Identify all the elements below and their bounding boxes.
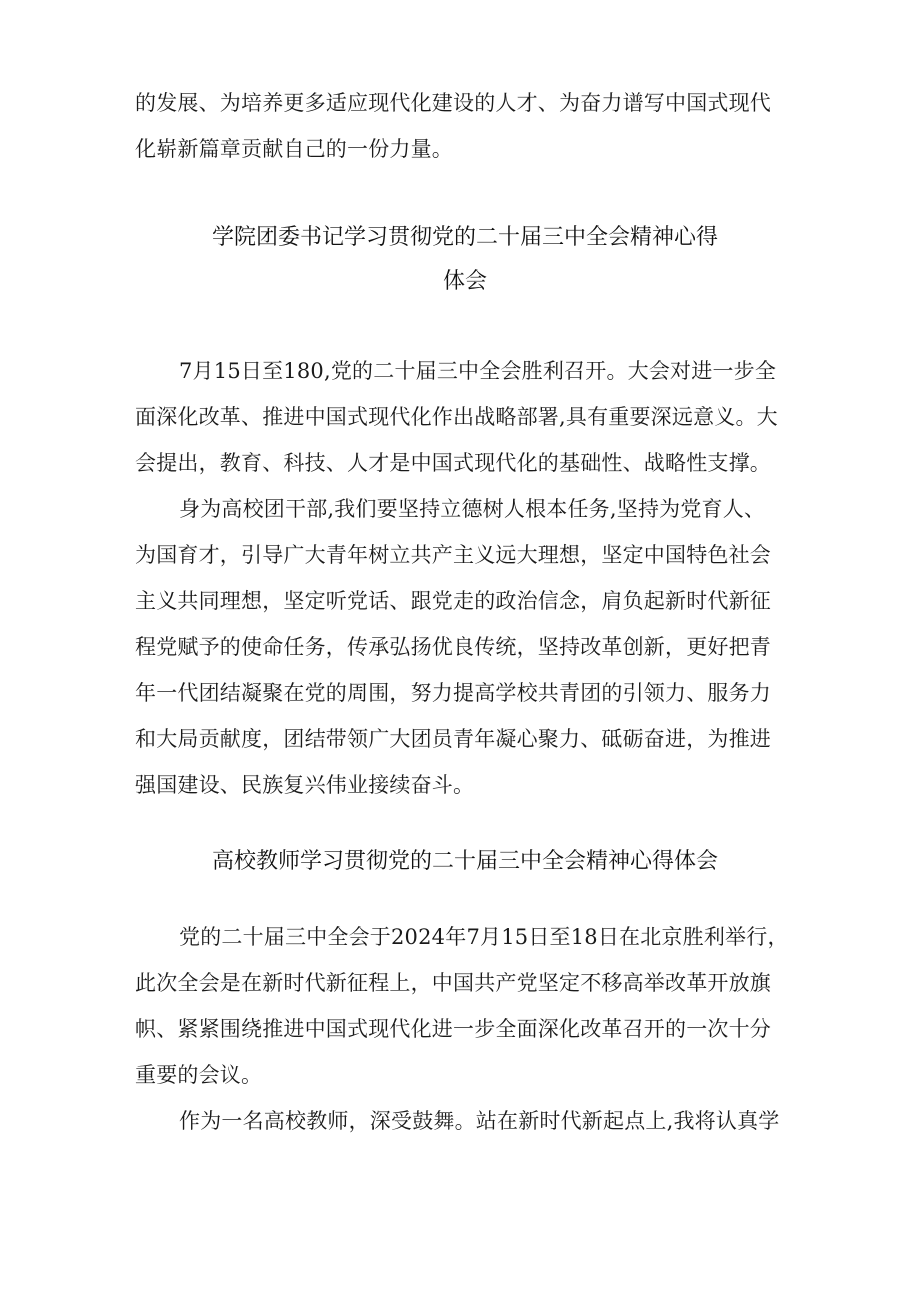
text-line: 程党赋予的使命任务，传承弘扬优良传统，坚持改革创新，更好把青 xyxy=(135,635,771,659)
text-line: 7月15日至180,党的二十届三中全会胜利召开。大会对进一步全 xyxy=(179,359,777,383)
text-line: 重要的会议。 xyxy=(135,1063,263,1087)
document-page xyxy=(135,80,795,1144)
heading-line: 体会 xyxy=(442,269,487,294)
text-line: 面深化改革、推进中国式现代化作出战略部署,具有重要深远意义。大 xyxy=(135,405,778,429)
text-line: 化崭新篇章贡献自己的一份力量。 xyxy=(135,137,453,161)
text-line: 作为一名高校教师，深受鼓舞。站在新时代新起点上,我将认真学 xyxy=(179,1109,780,1133)
text-line: 年一代团结凝聚在党的周围，努力提高学校共青团的引领力、服务力 xyxy=(135,681,771,705)
section-title-1 xyxy=(135,216,795,304)
section2-paragraph-1 xyxy=(135,914,795,1098)
text-line: 帜、紧紧围绕推进中国式现代化进一步全面深化改革召开的一次十分 xyxy=(135,1017,771,1041)
text-line: 强国建设、民族复兴伟业接续奋斗。 xyxy=(135,773,475,797)
text-line: 主义共同理想，坚定听党话、跟党走的政治信念，肩负起新时代新征 xyxy=(135,589,771,613)
section2-paragraph-2 xyxy=(135,1098,795,1144)
text-line: 的发展、为培养更多适应现代化建设的人才、为奋力谱写中国式现代 xyxy=(135,91,771,115)
text-line: 此次全会是在新时代新征程上，中国共产党坚定不移高举改革开放旗 xyxy=(135,971,771,995)
text-line: 身为高校团干部,我们要坚持立德树人根本任务,坚持为党育人、 xyxy=(179,497,766,521)
section1-paragraph-2 xyxy=(135,486,795,808)
text-line: 为国育才，引导广大青年树立共产主义远大理想，坚定中国特色社会 xyxy=(135,543,771,567)
section1-paragraph-1 xyxy=(135,348,795,486)
section-title-2 xyxy=(135,840,795,884)
heading-line: 学院团委书记学习贯彻党的二十届三中全会精神心得 xyxy=(211,225,718,250)
heading-line: 高校教师学习贯彻党的二十届三中全会精神心得体会 xyxy=(211,849,718,874)
text-line: 党的二十届三中全会于2024年7月15日至18日在北京胜利举行， xyxy=(179,925,789,949)
text-line: 和大局贡献度，团结带领广大团员青年凝心聚力、砥砺奋进，为推进 xyxy=(135,727,771,751)
intro-paragraph xyxy=(135,80,795,172)
text-line: 会提出，教育、科技、人才是中国式现代化的基础性、战略性支撑。 xyxy=(135,451,771,475)
